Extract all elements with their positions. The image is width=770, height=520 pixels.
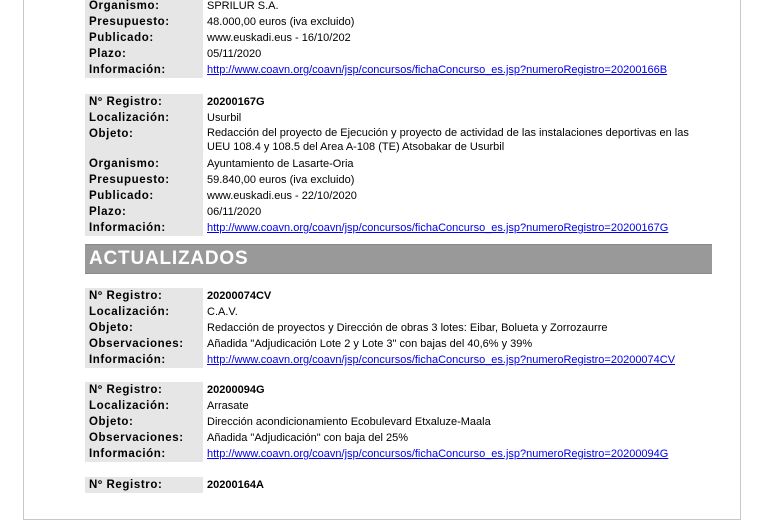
spacer <box>85 462 712 477</box>
field-row <box>85 156 712 172</box>
publicado-value: www.euskadi.eus - 16/10/202 <box>207 32 351 44</box>
field-row <box>85 288 712 304</box>
presupuesto-label: Presupuesto: <box>85 172 203 188</box>
field-row <box>85 382 712 398</box>
informacion-value <box>203 62 712 78</box>
field-row <box>85 336 712 352</box>
localizacion-value: Arrasate <box>207 400 249 412</box>
objeto-label: Objeto: <box>85 126 203 156</box>
field-row <box>85 126 712 156</box>
registro-value: 20200094G <box>207 384 265 396</box>
presupuesto-value: 48.000,00 euros (iva excluido) <box>207 16 355 28</box>
field-row <box>85 414 712 430</box>
field-row <box>85 320 712 336</box>
section-header-actualizados: ACTUALIZADOS <box>85 244 712 274</box>
observaciones-label: Observaciones: <box>85 430 203 446</box>
informacion-label: Información: <box>85 62 203 78</box>
plazo-label: Plazo: <box>85 204 203 220</box>
registro-value: 20200164A <box>207 479 264 491</box>
objeto-value: Redacción de proyectos y Dirección de obras 3 lotes: Eibar, Bolueta y Zorrozaurre <box>207 322 608 334</box>
field-row <box>85 430 712 446</box>
informacion-label: Información: <box>85 352 203 368</box>
field-row <box>85 204 712 220</box>
plazo-label: Plazo: <box>85 46 203 62</box>
registro-label: Nº Registro: <box>85 382 203 398</box>
informacion-link[interactable]: http://www.coavn.org/coavn/jsp/concursos/fichaConcurso_es.jsp?numeroRegistro=20200094G <box>207 448 669 460</box>
organismo-value: Ayuntamiento de Lasarte-Oria <box>207 158 354 170</box>
record-20200166B <box>85 0 712 78</box>
field-row <box>85 0 712 14</box>
field-row <box>85 352 712 368</box>
registro-value: 20200074CV <box>207 290 272 302</box>
informacion-label: Información: <box>85 220 203 236</box>
organismo-label: Organismo: <box>85 0 203 14</box>
organismo-label: Organismo: <box>85 156 203 172</box>
record-20200094G <box>85 382 712 462</box>
informacion-link[interactable]: http://www.coavn.org/coavn/jsp/concursos/fichaConcurso_es.jsp?numeroRegistro=20200167G <box>207 222 669 234</box>
field-row <box>85 30 712 46</box>
localizacion-label: Localización: <box>85 110 203 126</box>
observaciones-label: Observaciones: <box>85 336 203 352</box>
field-row <box>85 94 712 110</box>
field-row <box>85 110 712 126</box>
objeto-value: Redacción del proyecto de Ejecución y proyecto de actividad de las instalaciones deportivas en las UEU 108.4 y 108.5 del Area A-108 (TE) Atsobakar de Usurbil <box>207 127 689 153</box>
informacion-value <box>203 220 712 236</box>
organismo-value: SPRILUR S.A. <box>207 0 279 12</box>
plazo-value: 05/11/2020 <box>207 48 262 60</box>
record-20200074CV <box>85 288 712 368</box>
field-row <box>85 220 712 236</box>
spacer <box>85 78 712 94</box>
informacion-link[interactable]: http://www.coavn.org/coavn/jsp/concursos/fichaConcurso_es.jsp?numeroRegistro=20200166B <box>207 64 668 76</box>
observaciones-value: Añadida "Adjudicación Lote 2 y Lote 3" con bajas del 40,6% y 39% <box>207 338 533 350</box>
objeto-label: Objeto: <box>85 414 203 430</box>
informacion-label: Información: <box>85 446 203 462</box>
record-20200164A <box>85 477 712 493</box>
publicado-value: www.euskadi.eus - 22/10/2020 <box>207 190 357 202</box>
presupuesto-value: 59.840,00 euros (iva excluido) <box>207 174 355 186</box>
informacion-value <box>203 352 712 368</box>
content <box>85 0 712 493</box>
spacer <box>85 368 712 382</box>
objeto-value: Dirección acondicionamiento Ecobulevard Etxaluze-Maala <box>207 416 491 428</box>
field-row <box>85 46 712 62</box>
registro-label: Nº Registro: <box>85 288 203 304</box>
registro-label: Nº Registro: <box>85 94 203 110</box>
localizacion-label: Localización: <box>85 304 203 320</box>
record-20200167G <box>85 94 712 236</box>
publicado-label: Publicado: <box>85 188 203 204</box>
field-row <box>85 477 712 493</box>
informacion-link[interactable]: http://www.coavn.org/coavn/jsp/concursos/fichaConcurso_es.jsp?numeroRegistro=20200074CV <box>207 354 676 366</box>
field-row <box>85 398 712 414</box>
field-row <box>85 172 712 188</box>
field-row <box>85 446 712 462</box>
field-row <box>85 188 712 204</box>
localizacion-value: C.A.V. <box>207 306 238 318</box>
plazo-value: 06/11/2020 <box>207 206 262 218</box>
localizacion-value: Usurbil <box>207 112 242 124</box>
informacion-value <box>203 446 712 462</box>
presupuesto-label: Presupuesto: <box>85 14 203 30</box>
objeto-label: Objeto: <box>85 320 203 336</box>
field-row <box>85 304 712 320</box>
publicado-label: Publicado: <box>85 30 203 46</box>
localizacion-label: Localización: <box>85 398 203 414</box>
field-row <box>85 14 712 30</box>
registro-label: Nº Registro: <box>85 477 203 493</box>
registro-value: 20200167G <box>207 96 265 108</box>
field-row <box>85 62 712 78</box>
observaciones-value: Añadida "Adjudicación" con baja del 25% <box>207 432 409 444</box>
